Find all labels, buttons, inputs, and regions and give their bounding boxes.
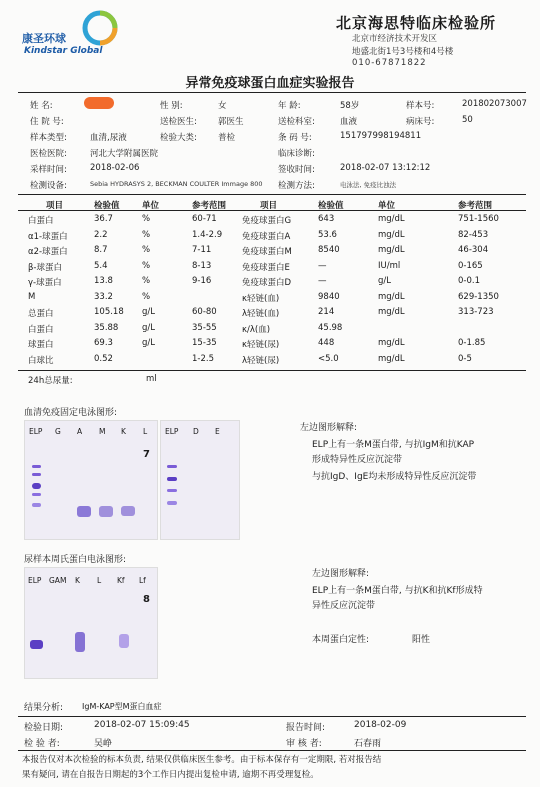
table-cell: 36.7 (94, 214, 113, 224)
table-header: 单位 (378, 201, 396, 211)
serum-ife-gel-1 (24, 420, 158, 540)
table-cell: 0-0.1 (458, 276, 480, 286)
equipment-label: 检测设备: (30, 181, 67, 191)
name-label: 姓 名: (30, 101, 53, 111)
table-cell: κ轻链(尿) (242, 340, 280, 350)
lane-label: A (77, 427, 83, 436)
table-cell: 8.7 (94, 245, 108, 255)
serum-explain-2: 形成特异性反应沉淀带 (312, 455, 403, 465)
table-cell: 105.18 (94, 307, 124, 317)
urine-24h-label: 24h总尿量: (28, 376, 73, 386)
bj-protein-value: 阳性 (412, 635, 431, 645)
table-header: 项目 (46, 201, 64, 211)
table-cell: 751-1560 (458, 214, 499, 224)
doctor-value: 郭医生 (218, 117, 244, 127)
conclusion-divider (18, 716, 526, 717)
table-cell: 35.88 (94, 322, 119, 333)
age-label: 年 龄: (278, 101, 301, 111)
conclusion-label: 结果分析: (24, 703, 64, 713)
lane-label: L (97, 576, 102, 585)
table-cell: 9840 (318, 291, 340, 302)
serum-explain-3: 与抗IgD、IgE均未形成特异性反应沉淀带 (312, 472, 477, 482)
reviewer-value: 石春雨 (354, 739, 382, 749)
table-cell: g/L (142, 307, 155, 317)
table-header: 参考范围 (192, 201, 227, 211)
table-cell: 0.52 (94, 353, 113, 364)
igm-precipitate-band (77, 506, 91, 517)
lane-label: M (99, 427, 106, 436)
lane-label: ELP (165, 427, 179, 436)
table-cell: — (318, 276, 327, 286)
table-cell: 60-80 (192, 307, 217, 317)
table-cell: mg/dL (378, 229, 405, 240)
table-cell: % (142, 260, 151, 271)
lane-label: K (121, 427, 126, 436)
elp-band (167, 501, 177, 505)
urine-bjp-gel (24, 567, 158, 679)
table-cell: 0-1.85 (458, 338, 486, 348)
elp-band (167, 489, 177, 492)
org-phone: 010-67871822 (352, 58, 427, 68)
table-cell: 629-1350 (458, 291, 499, 302)
barcode-value: 151797998194811 (340, 131, 422, 141)
table-cell: 8-13 (192, 260, 212, 271)
kappa-free-precipitate-band (119, 634, 129, 648)
collect-value: 2018-02-06 (90, 163, 140, 173)
report-time-label: 报告时间: (286, 723, 326, 733)
table-cell: 免疫球蛋白M (242, 247, 292, 257)
table-cell: 2.2 (94, 229, 108, 240)
table-cell: mg/dL (378, 214, 405, 224)
elp-band (32, 483, 41, 489)
table-header-divider (18, 210, 526, 211)
kappa-precipitate-band (121, 506, 135, 516)
urine-ep-heading: 尿样本周氏蛋白电泳图形: (24, 555, 127, 565)
table-cell: κ/λ(血) (242, 324, 271, 335)
table-cell: M (28, 291, 36, 302)
table-cell: 45.98 (318, 322, 343, 333)
table-cell: 8540 (318, 245, 340, 255)
table-header: 参考范围 (458, 201, 493, 211)
table-cell: 313-723 (458, 307, 494, 317)
table-cell: 60-71 (192, 214, 217, 224)
sample-no-value: 201802073007 (462, 99, 527, 109)
serum-ife-gel-2 (160, 420, 240, 540)
table-header: 检验值 (94, 201, 120, 211)
urine-explain-2: 异性反应沉淀带 (312, 601, 376, 611)
table-cell: 13.8 (94, 276, 113, 286)
table-cell: λ轻链(尿) (242, 355, 280, 366)
elp-band (167, 465, 177, 468)
bed-label: 病床号: (406, 117, 435, 127)
lane-label: D (193, 427, 199, 436)
urine-gel-mark: 8 (143, 594, 150, 605)
table-cell: 免疫球蛋白D (242, 278, 292, 288)
org-address-2: 地盛北街1号3号楼和4号楼 (352, 47, 454, 57)
table-cell: <5.0 (318, 353, 339, 364)
table-cell: α1-球蛋白 (28, 231, 68, 242)
method-label: 检测方法: (278, 181, 315, 191)
table-cell: % (142, 291, 151, 302)
tester-label: 检 验 者: (24, 739, 60, 749)
kindstar-logo-icon (82, 10, 118, 46)
barcode-label: 条 码 号: (278, 133, 312, 143)
elp-band (32, 465, 41, 468)
hospital-label: 医检医院: (30, 149, 67, 159)
inpatient-label: 住 院 号: (30, 117, 64, 127)
receive-label: 签收时间: (278, 165, 315, 175)
title-divider (18, 92, 526, 93)
serum-ife-heading: 血清免疫固定电泳图形: (24, 408, 118, 418)
urine-explain-title: 左边图形解释: (312, 569, 370, 579)
sex-value: 女 (218, 101, 227, 111)
table-cell: g/L (378, 276, 391, 286)
sex-label: 性 别: (160, 101, 183, 111)
lane-label: Kf (117, 576, 125, 585)
lane-label: E (215, 427, 220, 436)
table-cell: 总蛋白 (28, 309, 54, 319)
tester-value: 吴峥 (94, 739, 113, 749)
logo-cn-text: 康圣环球 (22, 32, 66, 45)
table-cell: mg/dL (378, 307, 405, 317)
table-divider (18, 370, 526, 371)
elp-band (32, 503, 41, 507)
disclaimer-line-1: 本报告仅对本次检验的标本负责, 结果仅供临床医生参考。由于标本保存有一定期限, 若对报告结 (22, 755, 382, 765)
elp-band (32, 473, 41, 476)
table-cell: 46-304 (458, 245, 489, 255)
sample-no-label: 样本号: (406, 101, 435, 111)
diagnosis-label: 临床诊断: (278, 149, 315, 159)
lane-label: K (75, 576, 80, 585)
sample-type-value: 血清,尿液 (90, 133, 127, 143)
table-cell: IU/ml (378, 260, 401, 271)
equipment-value: Sebia HYDRASYS 2, BECKMAN COULTER Immage 800 (90, 180, 263, 188)
table-cell: α2-球蛋白 (28, 247, 68, 257)
table-cell: g/L (142, 322, 155, 333)
table-cell: 白球比 (28, 355, 54, 366)
lane-label: GAM (49, 576, 67, 585)
table-cell: mg/dL (378, 338, 405, 348)
lane-label: G (55, 427, 61, 436)
serum-gel-mark: 7 (143, 449, 150, 460)
logo-en-text: Kindstar Global (24, 46, 103, 56)
hospital-value: 河北大学附属医院 (90, 149, 159, 159)
table-cell: % (142, 245, 151, 255)
redacted-name-mark (84, 97, 114, 109)
dept-value: 血液 (340, 117, 358, 127)
table-cell: 9-16 (192, 276, 212, 286)
table-cell: g/L (142, 338, 155, 348)
table-cell: — (318, 260, 327, 271)
lane-label: L (143, 427, 148, 436)
table-cell: 7-11 (192, 245, 212, 255)
elp-m-band (30, 640, 43, 649)
org-name: 北京海思特临床检验所 (336, 14, 497, 32)
urine-24h-unit: ml (146, 374, 157, 384)
table-cell: % (142, 229, 151, 240)
test-date-label: 检验日期: (24, 723, 64, 733)
age-value: 58岁 (340, 101, 360, 111)
dept-label: 送检科室: (278, 117, 315, 127)
conclusion-value: IgM-KAP型M蛋白血症 (82, 702, 162, 711)
table-cell: 白蛋白 (28, 216, 54, 226)
bj-protein-label: 本周蛋白定性: (312, 635, 370, 645)
table-cell: 免疫球蛋白E (242, 262, 290, 273)
kappa-precipitate-band (75, 632, 85, 652)
table-cell: 5.4 (94, 260, 108, 271)
table-cell: 69.3 (94, 338, 113, 348)
doctor-label: 送检医生: (160, 117, 197, 127)
table-cell: λ轻链(血) (242, 309, 280, 319)
table-cell: 球蛋白 (28, 340, 54, 350)
test-date-value: 2018-02-07 15:09:45 (94, 720, 190, 730)
table-cell: 0-165 (458, 260, 483, 271)
lane-label: ELP (28, 576, 42, 585)
table-cell: γ-球蛋白 (28, 278, 62, 288)
info-divider (18, 194, 526, 195)
lane-label: ELP (29, 427, 43, 436)
table-cell: 免疫球蛋白G (242, 216, 292, 226)
table-cell: 33.2 (94, 291, 113, 302)
table-header: 单位 (142, 201, 160, 211)
table-cell: 1.4-2.9 (192, 229, 223, 240)
report-title: 异常免疫球蛋白血症实验报告 (185, 76, 355, 91)
table-cell: 1-2.5 (192, 353, 214, 364)
test-purpose-value: 普检 (218, 133, 236, 143)
serum-explain-title: 左边图形解释: (300, 423, 358, 433)
report-time-value: 2018-02-09 (354, 720, 407, 730)
table-cell: mg/dL (378, 291, 405, 302)
lane-label: Lf (139, 576, 146, 585)
bed-value: 50 (462, 115, 473, 125)
table-cell: 214 (318, 307, 335, 317)
table-cell: 53.6 (318, 229, 337, 240)
method-value: 电泳法, 免疫比浊法 (340, 181, 397, 189)
table-cell: mg/dL (378, 353, 405, 364)
table-cell: 白蛋白 (28, 324, 54, 335)
urine-explain-1: ELP上有一条M蛋白带, 与抗K和抗Kf形成特 (312, 586, 483, 596)
collect-label: 采样时间: (30, 165, 67, 175)
sample-type-label: 样本类型: (30, 133, 67, 143)
igm-precipitate-band (99, 506, 113, 517)
org-address-1: 北京市经济技术开发区 (352, 34, 438, 44)
table-cell: κ轻链(血) (242, 293, 280, 304)
footer-divider (18, 750, 526, 751)
table-cell: 448 (318, 338, 335, 348)
table-cell: % (142, 276, 151, 286)
table-header: 项目 (260, 201, 278, 211)
table-header: 检验值 (318, 201, 344, 211)
table-cell: % (142, 214, 151, 224)
table-cell: 643 (318, 214, 335, 224)
receive-value: 2018-02-07 13:12:12 (340, 163, 431, 173)
serum-explain-1: ELP上有一条M蛋白带, 与抗IgM和抗KAP (312, 440, 475, 450)
test-purpose-label: 检验大类: (160, 133, 197, 143)
table-cell: mg/dL (378, 245, 405, 255)
reviewer-label: 审 核 者: (286, 739, 322, 749)
elp-band (167, 477, 177, 481)
table-cell: 免疫球蛋白A (242, 231, 291, 242)
table-cell: 15-35 (192, 338, 217, 348)
disclaimer-line-2: 果有疑问, 请在自报告日期起的3个工作日内提出复检申请, 逾期不再受理复检。 (22, 770, 319, 780)
table-cell: 35-55 (192, 322, 217, 333)
table-cell: β-球蛋白 (28, 262, 62, 273)
table-cell: 82-453 (458, 229, 489, 240)
table-cell: 0-5 (458, 353, 472, 364)
elp-band (32, 493, 41, 496)
